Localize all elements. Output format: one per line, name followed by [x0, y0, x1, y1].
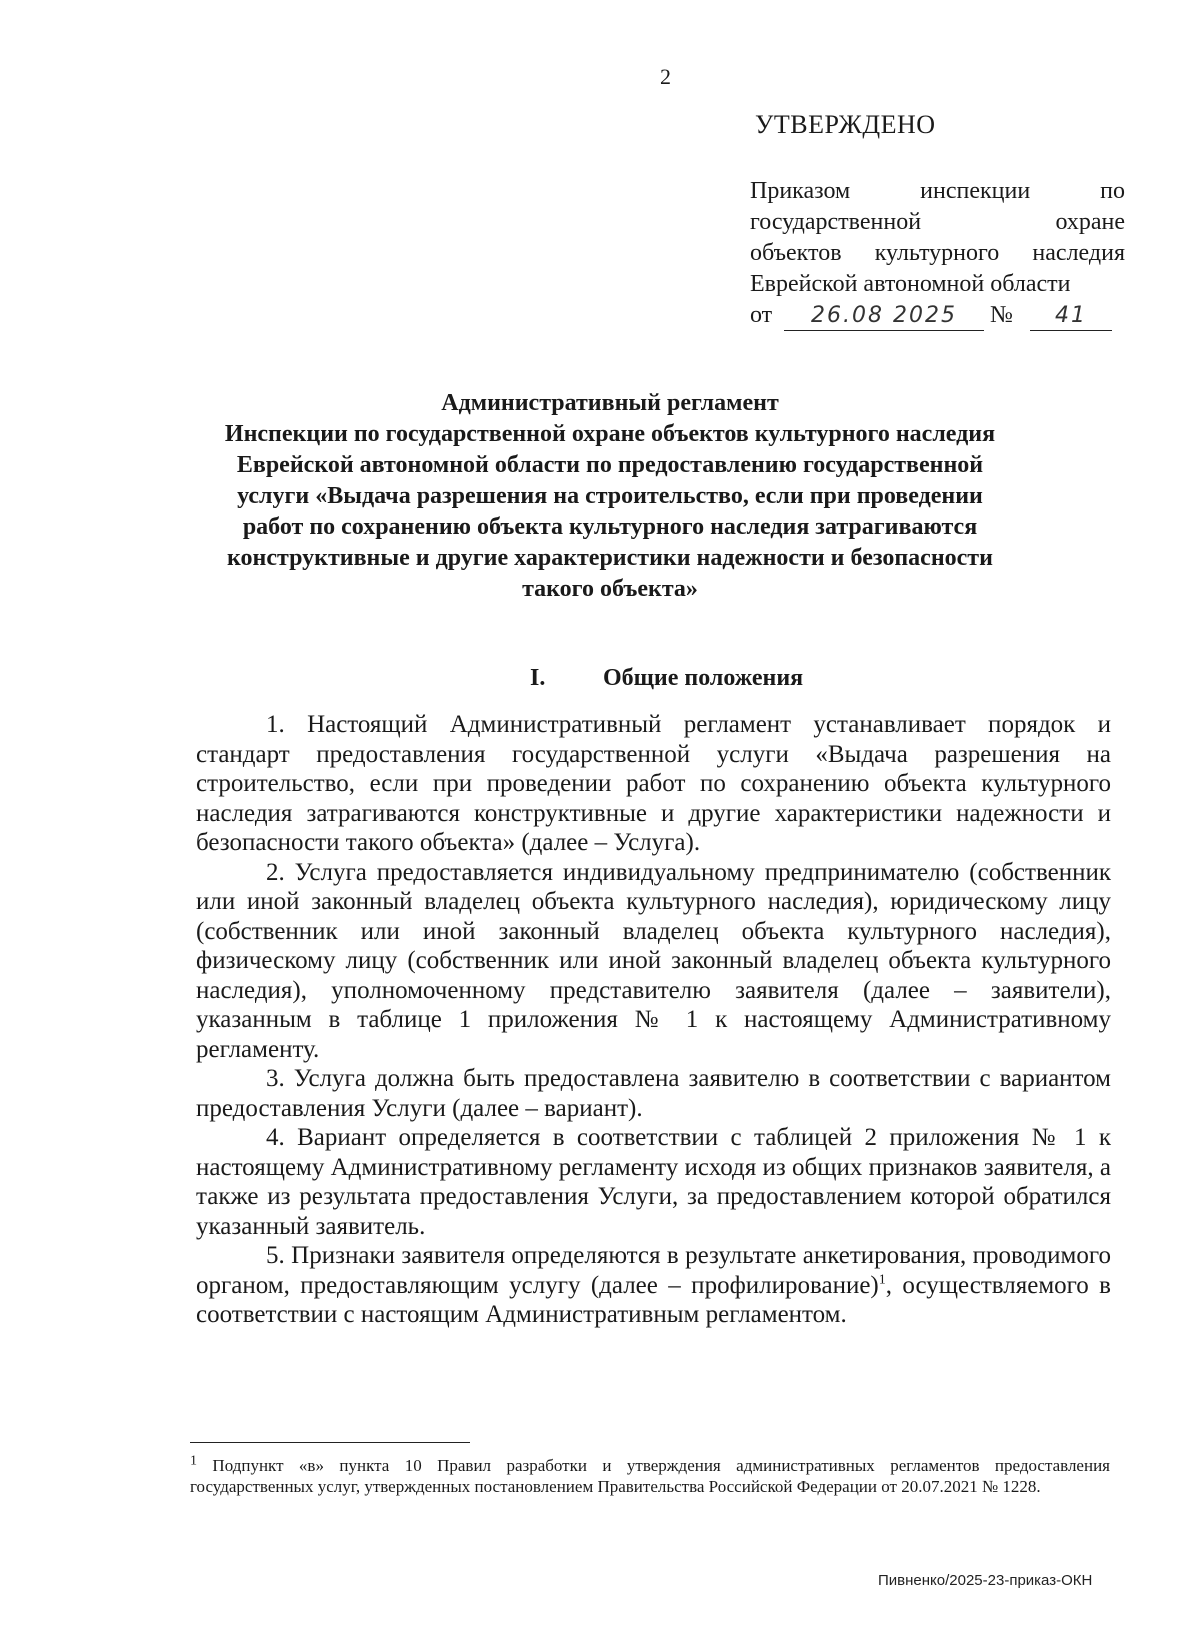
footnote	[190, 1455, 1110, 1497]
order-line: Приказом инспекции по	[750, 178, 1125, 204]
handwritten-number: 41	[1030, 300, 1112, 331]
title-line: конструктивные и другие характеристики надежности и безопасности	[227, 545, 993, 571]
approval-order-block	[750, 176, 1125, 334]
paragraph: 3. Услуга должна быть предоставлена заявителю в соответствии с вариантом предоставления Услуги (далее – вариант).	[196, 1065, 1111, 1122]
order-date-row	[750, 300, 1125, 334]
footnote-mark: 1	[190, 1453, 197, 1469]
title-line: Административный регламент	[441, 390, 779, 416]
footnote-divider	[190, 1442, 470, 1443]
title-line: такого объекта»	[522, 576, 698, 602]
section-title: Общие положения	[603, 665, 804, 691]
paragraph: 2. Услуга предоставляется индивидуальному предпринимателю (собственник или иной законный владелец объекта культурного наследия), юридическому лицу (собственник или иной законный владелец объекта культурного наследия), физическому лицу (собственник или иной законный владелец объекта культурного наследия), уполномоченному представителю заявителя (далее – заявители), указанным в таблице 1 приложения № 1 к настоящему Административному регламенту.	[196, 858, 1111, 1063]
document-code: Пивненко/2025-23-приказ-ОКН	[878, 1572, 1093, 1589]
page-number: 2	[660, 64, 671, 89]
title-line: Еврейской автономной области по предоставлению государственной	[236, 452, 984, 478]
handwritten-date: 26.08 2025	[784, 300, 984, 331]
section-number: I.	[530, 665, 546, 691]
order-line: государственной охране	[750, 209, 1125, 235]
paragraph-text: , осуществляемого в соответствии с настоящим Административным регламентом.	[196, 1271, 1111, 1328]
order-line: объектов культурного наследия	[750, 240, 1125, 266]
paragraph: 1. Настоящий Административный регламент устанавливает порядок и стандарт предоставления государственной услуги «Выдача разрешения на строительство, если при проведении работ по сохранению объекта культурного наследия затрагиваются конструктивные и другие характеристики надежности и безопасности такого объекта» (далее – Услуга).	[196, 711, 1111, 856]
footnote-ref: 1	[878, 1272, 886, 1288]
date-label: от	[750, 302, 773, 328]
order-line: Еврейской автономной области	[750, 271, 1071, 297]
paragraph-text: 5. Признаки заявителя определяются в результате анкетирования, проводимого органом, предоставляющим услугу (далее – профилирование)	[196, 1242, 1111, 1299]
paragraph	[196, 1241, 1111, 1330]
title-line: услуги «Выдача разрешения на строительство, если при проведении	[237, 483, 983, 509]
footnote-text: Подпункт «в» пункта 10 Правил разработки и утверждения административных регламентов предоставления государственных услуг, утвержденных постановлением Правительства Российской Федерации от 20.07.2021 № 1228.	[190, 1456, 1110, 1496]
document-title	[200, 388, 1020, 605]
paragraph: 4. Вариант определяется в соответствии с таблицей 2 приложения № 1 к настоящему Административному регламенту исходя из общих признаков заявителя, а также из результата предоставления Услуги, за предоставлением которой обратился указанный заявитель.	[196, 1124, 1111, 1240]
title-line: работ по сохранению объекта культурного наследия затрагиваются	[242, 514, 978, 540]
number-sign: №	[990, 302, 1013, 328]
body-text	[196, 710, 1111, 1330]
title-line: Инспекции по государственной охране объектов культурного наследия	[224, 421, 996, 447]
approved-stamp-label: УТВЕРЖДЕНО	[755, 110, 936, 139]
